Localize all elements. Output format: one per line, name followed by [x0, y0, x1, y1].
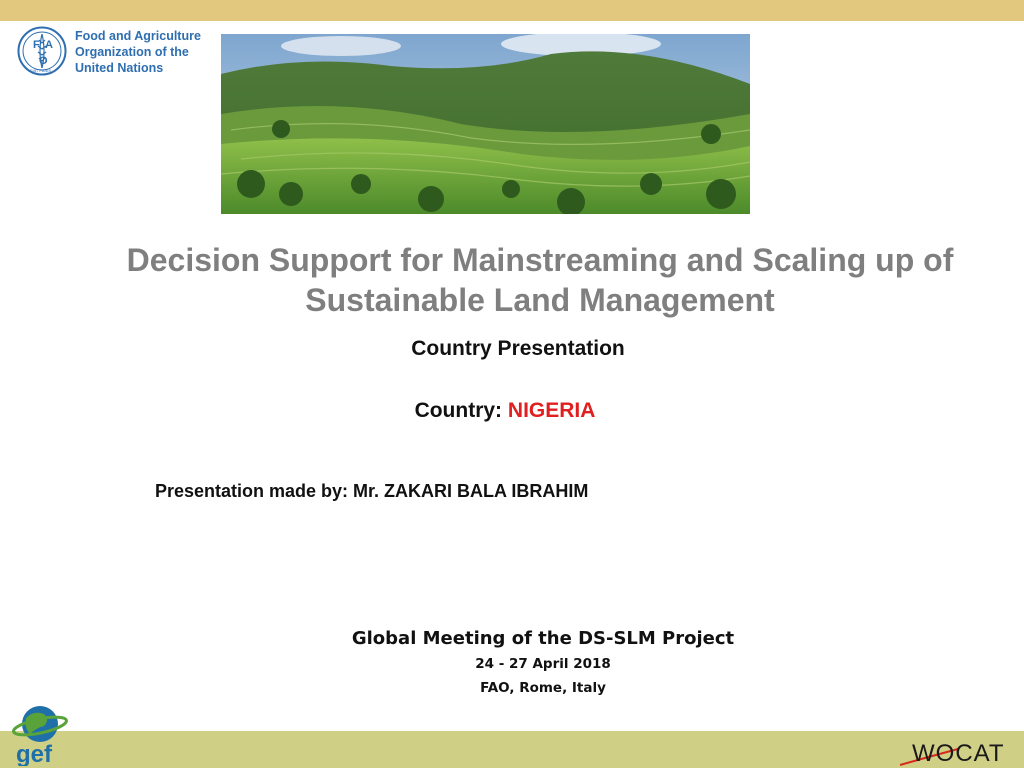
fao-emblem-icon [17, 26, 67, 76]
wocat-logo-text: WOCAT [912, 740, 1005, 767]
gef-logo-text: gef [16, 741, 52, 766]
fao-line-3: United Nations [75, 61, 164, 75]
meeting-dates: 24 - 27 April 2018 [475, 656, 611, 672]
top-banner-bar [0, 0, 1024, 21]
country-value: NIGERIA [507, 399, 596, 422]
bottom-banner-bar [0, 731, 1024, 768]
meeting-location: FAO, Rome, Italy [480, 680, 606, 696]
country-line [300, 399, 710, 423]
fao-letter-f: F [33, 39, 40, 51]
wocat-logo [898, 735, 1020, 767]
fao-line-2: Organization of the [75, 45, 189, 59]
presenter-line: Presentation made by: Mr. ZAKARI BALA IBRAHIM [155, 481, 589, 501]
fao-logo [17, 26, 207, 78]
fao-motto: FIAT PANIS [30, 68, 52, 73]
gef-logo [10, 700, 72, 766]
fao-letter-a: A [45, 39, 53, 51]
landscape-photo [221, 34, 750, 214]
fao-letter-o: O [39, 55, 48, 67]
fao-line-1: Food and Agriculture [75, 29, 201, 43]
fao-name-text [75, 28, 201, 76]
meeting-title: Global Meeting of the DS-SLM Project [351, 628, 735, 649]
slide-subtitle: Country Presentation [411, 337, 625, 360]
country-label: Country: [414, 399, 503, 422]
meeting-info [300, 626, 786, 700]
slide-title: Decision Support for Mainstreaming and Scaling up of Sustainable Land Management [126, 242, 954, 318]
